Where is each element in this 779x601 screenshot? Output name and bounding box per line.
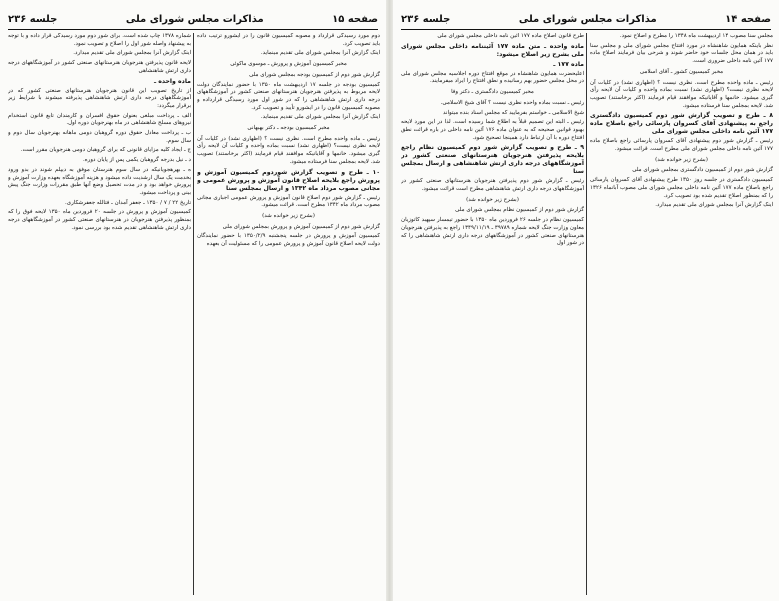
paragraph: ج ـ ایجاد کلیه مزایای قانونی که برای گروهبان دومی هنرجویان مقرر است. — [20, 147, 191, 154]
paragraph: کمیسیون آموزش و پرورش در جلسه پنجشنبه ۱۳۵۰/۲/۹ با حضور نمایندگان دولت لایحه اصلاح قانون آموزش و پرورش عمومی را که مسئولیت آن بعهده — [197, 233, 380, 248]
left-page-session: جلسه ۲۳۶ — [8, 13, 58, 25]
paragraph: کمیسیون آموزش و پرورش در جلسه ۲۰ فروردین ماه ۱۳۵۰ لایحه فوق را که بمنظور پذیرفتن هنرجویان در هنرستانهای صنعتی کشور در آموزشگاههای درجه داری ارتش شاهنشاهی تقدیم شده بود بررسی نمود. — [8, 209, 191, 231]
right-header-rule — [401, 29, 771, 30]
paragraph: اینک گزارش آنرا بمجلس شورای ملی تقدیم مینماید. — [260, 50, 380, 57]
paragraph: دوم مورد رسیدگی قرارداد و مصوبه کمیسیون قانون را در ایشورو ترتیب داده باید تصویب کرد. — [197, 33, 380, 47]
paragraph: اینک گزارش آنرا بمجلس شورای ملی تقدیم میدارد. — [73, 50, 191, 57]
signature-line: (بشرح زیر خوانده شد) — [466, 196, 519, 203]
paragraph: گزارش شور دوم از کمیسیون آموزش و پرورش بمجلس شورای ملی — [222, 223, 380, 230]
paragraph: تاریخ ۲۲ / ۷ / ۱۳۵۰ ـ جعفر آمدان ـ فتالله جعفرشکاری. — [64, 199, 191, 206]
paragraph: اینک گزارش آنرا بمجلس شورای ملی تقدیم مینماید. — [260, 114, 380, 121]
paragraph: اینک گزارش آنرا بمجلس شورای ملی تقدیم میدارد. — [655, 202, 773, 209]
right-page-header — [401, 10, 771, 28]
section-heading: ۹ ـ طرح و تصویب گزارش شور دوم کمیسیون نظام راجع بلایحه پذیرفتن هنرجویان هنرستانهای صنعتی کشور در آموزشگاههای درجه داری ارتش شاهنشاهی و ارسال بمجلس سنا — [401, 144, 584, 176]
paragraph: رئیس ـ گزارش شور دوم پذیرفتن هنرجویان هنرستانهای صنعتی کشور در آموزشگاههای درجه داری ارتش شاهنشاهی مطرح است قرائت میشود. — [401, 178, 584, 193]
paragraph: رئیس ـ گزارش شور دوم پیشنهادی آقای کسروان پارسائی راجع باصلاح ماده ۱۷۷ آئین نامه داخلی مجلس شورای ملی مطرح است. قرائت میشود. — [590, 138, 773, 153]
paragraph: رئیس ـ ماده واحده مطرح است. نظری نیست ؟ (اظهاری نشد) در کلیات آن لایحه نظری نیست؟ (اظهاری نشد) نسبت بماده واحده و کلیات آن لایحه رأی گیری میشود. خانمها و آقایانیکه موافقند قیام فرمایند (اکثر برخاستند) تصویب شد. لایحه بمجلس سنا فرستاده میشود. — [197, 135, 380, 165]
signature-line: (بشرح زیر خوانده شد) — [655, 156, 708, 163]
paragraph: اعلیحضرت همایون شاهنشاه در موقع افتتاح دوره اجلاسیه مجلس شورای ملی در محل مجلس حضور بهم رسانیده و نطق افتتاح را ایراد میفرمایند. — [401, 70, 584, 85]
right-column-divider — [586, 33, 587, 595]
paragraph: نظر باینکه همایون شاهنشاه در مورد افتتاح مجلس شورای ملی و مجلس سنا باید در همان محل جلسات خود حاضر شوند و شرحی بیان فرمایند اصلاح ماده ۱۷۷ آئین نامه داخلی ضروری است. — [590, 42, 773, 65]
signature-line: مخبر کمیسیون بودجه ـ دکتر بهبهانی — [247, 125, 330, 132]
paragraph: شیخ الاسلامی ـ خواستم بفرمایید که مجلس اسناد بنده میتواند — [442, 109, 584, 116]
paragraph: لایحه قانون پذیرفتن هنرجویان هنرستانهای صنعتی کشور در آموزشگاههای درجه داری ارتش شاهنشاهی — [8, 60, 191, 74]
paragraph: ه ـ بهرهجویانیکه در سال سوم هنرستان موفق به دیپلم شوند در بدو ورود بخدمت یک سال ارشدیت داده میشود و هزینه آموزشگاه بعهده وزارت آموزش و پرورش خواهد بود و در مدت تحصیل وضع آنها طبق مقررات وزارت جنگ پیش بینی و پرداخت میشود. — [8, 166, 191, 196]
paragraph: طرح قانون اصلاح ماده ۱۷۷ آئین نامه داخلی مجلس شورای ملی — [437, 33, 584, 39]
paragraph: شماره ۱۳۷۸ چاپ شده است. برای شور دوم مورد رسیدگی قرار داده و با توجه به پیشنهاد واصله شور اول را اصلاح و تصویب نمود. — [8, 33, 191, 47]
signature-line: مخبر کمیسیون آموزش و پرورش ـ موسوی ماکوئی — [230, 61, 347, 68]
left-page-running-title: مذاکرات مجلس شورای ملی — [125, 13, 264, 25]
paragraph: د ـ نیل بدرجه گروهبان یکمی پس از پایان دوره. — [83, 157, 191, 164]
right-page-column-1 — [590, 33, 773, 595]
paragraph: رئیس ـ گزارش شور دوم اصلاح قانون آموزش و پرورش عمومی اجباری مجانی مصوب مرداد ماه ۱۳۴۲ مطرح است. قرائت میشود. — [197, 194, 380, 209]
section-heading: ۸ ـ طرح و تصویب گزارش شور دوم کمیسیون دادگستری راجع به پیشنهادی آقای کسروان پارسائی راجع باصلاح ماده ۱۷۷ آئین نامه داخلی مجلس شورای ملی — [590, 112, 773, 136]
right-page-column-2 — [401, 33, 584, 595]
signature-line: مخبر کمیسیون دادگستری ـ دکتر وفا — [451, 89, 534, 96]
signature-line: مخبر کمیسیون کشور ـ آقای اسلامی — [639, 68, 724, 75]
signature-line: (بشرح زیر خوانده شد) — [262, 212, 315, 219]
left-page-header — [8, 10, 378, 28]
book-gutter — [386, 0, 393, 601]
paragraph: گزارش شور دوم از کمیسیون دادگستری بمجلس شورای ملی — [632, 167, 773, 174]
paragraph: رئیس ـ ماده واحده مطرح است. نظری نیست ؟ (اظهاری نشد) در کلیات آن لایحه نظری نیست؟ (اظهاری نشد) نسبت بماده واحده و کلیات آن لایحه رأی گیری میشود. خانمها و آقایانیکه موافقند قیام فرمایند (اکثر برخاستند) تصویب شد. لایحه بمجلس سنا فرستاده میشود. — [590, 79, 773, 109]
paragraph: مجلس سنا مصوب ۱۴ اردیبهشت ماه ۱۳۴۸ را مطرح و اصلاح نمود. — [619, 33, 773, 39]
paragraph: گزارش شور دوم از کمیسیون بودجه بمجلس شورای ملی — [249, 71, 380, 78]
paragraph: الف ـ پرداخت مبلغی بعنوان حقوق افسران و کارمندان تابع قانون استخدام نیروهای مسلح شاهنشاهی در ماه بهنرجویان دوره اول. — [8, 112, 191, 127]
paragraph: کمیسیون نظام در جلسه ۲۶ فروردین ماه ۱۳۵۰ با حضور تیمسار سپهبد کاتوزیان معاون وزارت جنگ لایحه شماره ۳۹۷۸۹ ـ ۱۳۴۹/۱۱/۱۹ راجع به پذیرفتن هنرجویان هنرستانهای صنعتی کشور در آموزشگاههای درجه داری ارتش شاهنشاهی را که در شور اول — [401, 217, 584, 247]
left-page — [0, 0, 386, 601]
left-column-divider — [193, 33, 194, 595]
section-heading: ماده ۱۷۷ ـ — [553, 60, 584, 68]
paragraph: کمیسیون بودجه در جلسه ۱۷ اردیبهشت ماه ۱۳۵۰ با حضور نمایندگان دولت لایحه مربوط به پذیرفتن هنرجویان هنرستانهای صنعتی کشور در آموزشگاههای درجه داری ارتش شاهنشاهی را که در شور اول مورد رسیدگی قرارداده و مصوبه کمیسیون قانون را در ایشورو تأیید و تصویب کرد. — [197, 81, 380, 111]
right-page-number: صفحه ۱۴ — [725, 13, 771, 25]
paragraph: کمیسیون دادگستری در جلسه روز ۱۳۵۰ طرح پیشنهادی آقای کسروان پارسائی راجع باصلاح ماده ۱۷۷ آئین نامه داخلی مجلس شورای ملی مصوب آبانماه ۱۳۲۶ را که بمنظور اصلاح تقدیم شده بود تصویب کرد. — [590, 177, 773, 199]
paragraph: رئیس ـ البته این تصمیم قبلاً به اطلاع شما رسیده است. لذا در این مورد لایحه بهبود قوانین صحیحه که به عنوان ماده ۱۷۶ آئین نامه داخلی در باره قرائت نطق افتتاح دوره با آن ارتباط دارد همینجا تصحیح شود. — [401, 119, 584, 141]
left-page-column-2 — [8, 33, 191, 595]
paragraph: رئیس ـ نسبت بماده واحده نظری نیست ؟ آقای شیخ الاسلامی. — [440, 99, 584, 106]
right-page — [393, 0, 779, 601]
section-heading: ماده واحده ـ متن ماده ۱۷۷ آئیننامه داخلی مجلس شورای ملی بشرح زیر اصلاح میشود: — [401, 42, 584, 58]
paragraph: ب ـ پرداخت معادل حقوق دوره گروهبان دومی ماهانه بهنرجویان سال دوم و سال سوم. — [8, 130, 191, 144]
left-page-column-1 — [197, 33, 380, 595]
paragraph: از تاریخ تصویب این قانون هنرجویان هنرستانهای صنعتی کشور که در آموزشگاههای درجه داری ارتش شاهنشاهی پذیرفته میشوند با شرایط زیر برقرار میگردد: — [8, 87, 191, 109]
right-page-running-title: مذاکرات مجلس شورای ملی — [518, 13, 657, 25]
left-page-number: صفحه ۱۵ — [332, 13, 378, 25]
left-header-rule — [8, 29, 378, 30]
right-page-session: جلسه ۲۳۶ — [401, 13, 451, 25]
paragraph: گزارش شور دوم از کمیسیون نظام بمجلس شورای ملی — [455, 207, 584, 214]
section-heading: ۱۰ ـ طرح و تصویب گزارش شوردوم کمیسیون آموزش و پرورش راجع بلایحه اصلاح قانون آموزش و پرورش عمومی و مجانی مصوب مرداد ماه ۱۳۴۲ و ارسال بمجلس سنا — [197, 168, 380, 192]
section-heading: ماده واحده ـ — [153, 77, 191, 85]
